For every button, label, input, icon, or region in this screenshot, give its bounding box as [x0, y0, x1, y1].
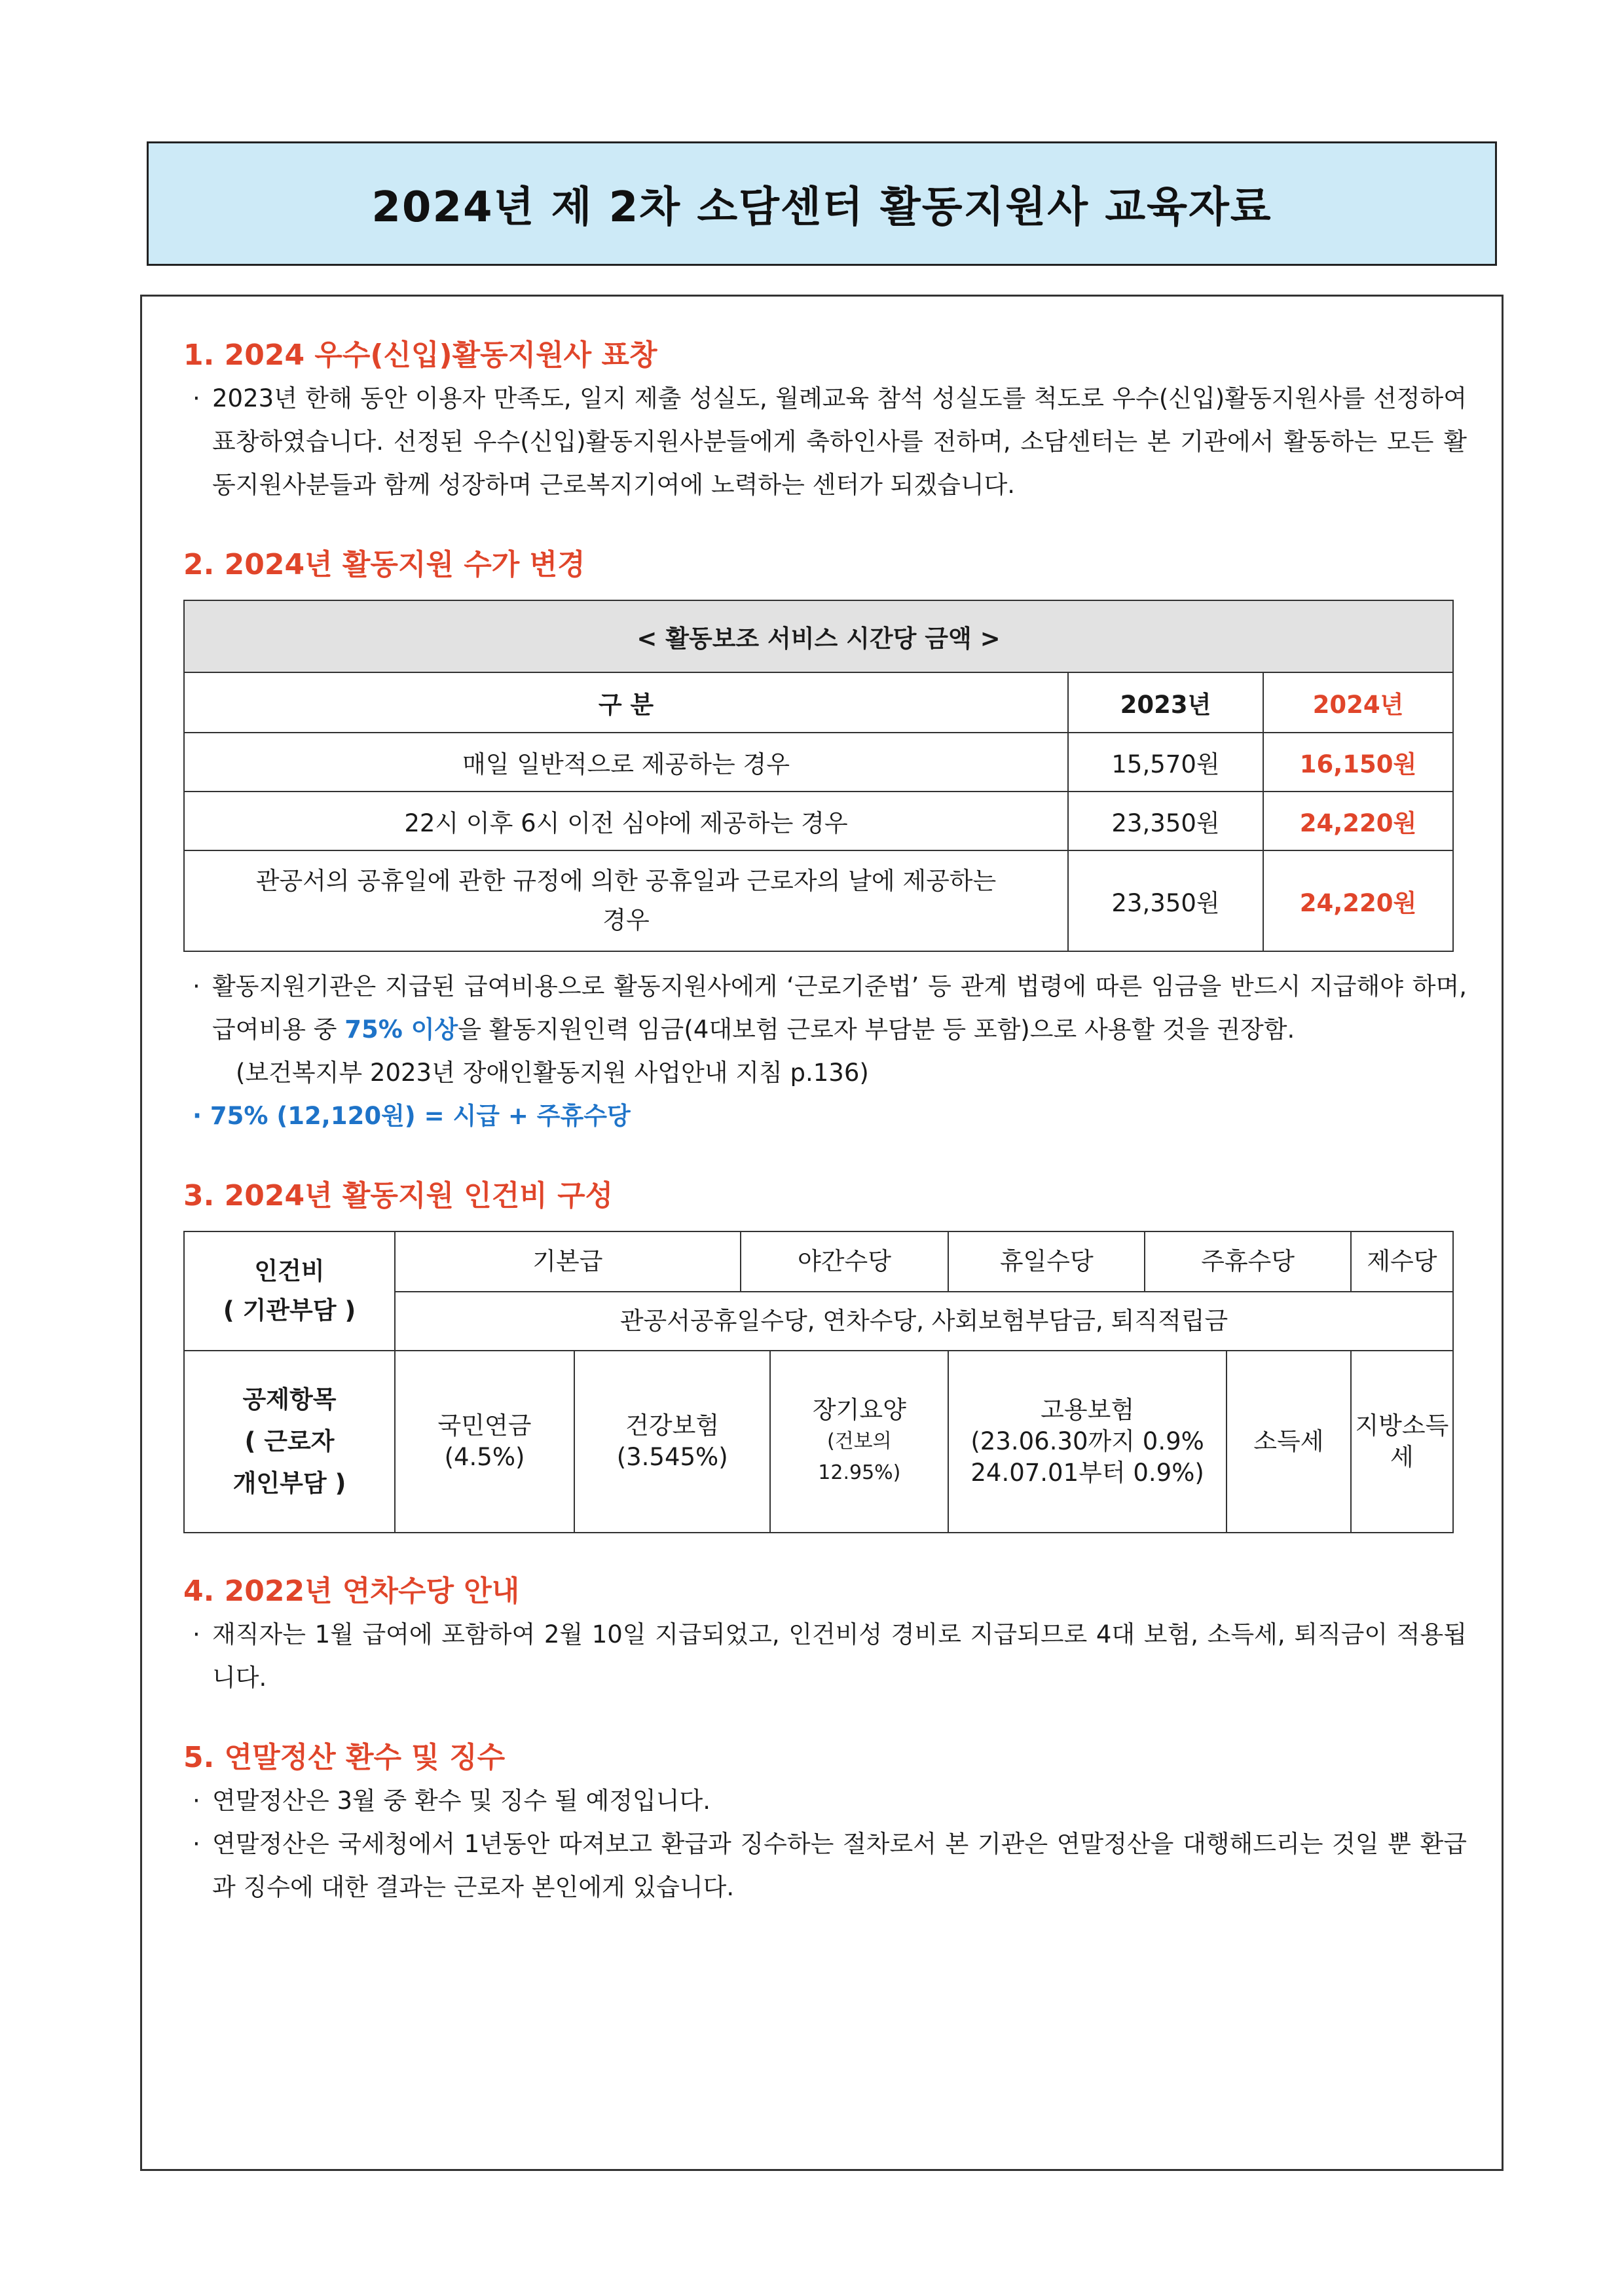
section-2-reference: (보건복지부 2023년 장애인활동지원 사업안내 지침 p.136): [236, 1059, 869, 1087]
section-5-bullet: · 연말정산은 3월 중 환수 및 징수 될 예정입니다.: [193, 1787, 710, 1815]
deduct-label: 개인부담 ): [232, 1469, 346, 1497]
labor-item: 휴일수당: [948, 1231, 1145, 1292]
labor-item: 제수당: [1351, 1231, 1453, 1292]
fee-row-2024: 16,150원: [1263, 733, 1453, 792]
deduct-item-name: 국민연금: [437, 1412, 532, 1440]
fee-row-label: 매일 일반적으로 제공하는 경우: [184, 733, 1068, 792]
highlight-75: 75% 이상: [344, 1015, 458, 1044]
table-row: [184, 850, 1453, 951]
fee-header-2023: 2023년: [1068, 672, 1263, 733]
labor-extra: 관공서공휴일수당, 연차수당, 사회보험부담금, 퇴직적립금: [395, 1292, 1453, 1351]
deduct-item: [395, 1351, 574, 1533]
table-row: [184, 792, 1453, 850]
deduct-item-note: (4.5%): [444, 1443, 525, 1471]
fee-row-label: 관공서의 공휴일에 관한 규정에 의한 공휴일과 근로자의 날에 제공하는 경우: [184, 850, 1068, 951]
fee-table-caption: < 활동보조 서비스 시간당 금액 >: [184, 600, 1453, 672]
deduct-item-name: 건강보험: [625, 1412, 720, 1440]
labor-cost-table: [183, 1231, 1454, 1533]
section-2-heading: 2. 2024년 활동지원 수가 변경: [183, 548, 585, 581]
section-4-heading: 4. 2022년 연차수당 안내: [183, 1575, 520, 1608]
fee-row-2023: 23,350원: [1068, 850, 1263, 951]
labor-item: 야간수당: [741, 1231, 949, 1292]
deduct-item-note: (23.06.30까지 0.9% 24.07.01부터 0.9%): [970, 1427, 1204, 1487]
section-1-bullet: · 2023년 한해 동안 이용자 만족도, 일지 제출 성실도, 월례교육 참석 성실도를 척도로 우수(신입)활동지원사를 선정하여 표창하였습니다. 선정된 우수(신입)활동지원사분들에게 축하인사를 전하며, 소담센터는 본 기관에서 활동하는 모든 활동지원사분들과 함께 성장하며 근로복지기여에 노력하는 센터가 되겠습니다.: [193, 384, 1467, 499]
fee-header-2024: 2024년: [1263, 672, 1453, 733]
labor-item: 주휴수당: [1145, 1231, 1351, 1292]
table-row: [184, 733, 1453, 792]
labor-sub-label: ( 기관부담 ): [223, 1296, 356, 1324]
section-2-bullet: · 활동지원기관은 지급된 급여비용으로 활동지원사에게 ‘근로기준법’ 등 관계 법령에 따른 임금을 반드시 지급해야 하며, 급여비용 중 75% 이상을 활동지원인력 임금(4대보험 근로자 부담분 등 포함)으로 사용할 것을 권장함.: [193, 972, 1467, 1044]
deduct-item-name: 장기요양: [812, 1396, 906, 1424]
deduct-item: 지방소득세: [1351, 1351, 1453, 1533]
labor-item: 기본급: [395, 1231, 741, 1292]
deduct-item-name: 고용보험: [1041, 1396, 1135, 1424]
fee-header-category: 구 분: [184, 672, 1068, 733]
section-1-heading: 1. 2024 우수(신입)활동지원사 표창: [183, 338, 657, 372]
deduct-item-note: (3.545%): [616, 1443, 728, 1471]
fee-row-2023: 23,350원: [1068, 792, 1263, 850]
fee-row-2024: 24,220원: [1263, 850, 1453, 951]
deduct-label-cell: [184, 1351, 395, 1533]
deduct-label: ( 근로자: [244, 1427, 335, 1455]
deduct-item: [770, 1351, 948, 1533]
deduct-item-note: (건보의 12.95%): [818, 1430, 901, 1484]
section-2-formula: · 75% (12,120원) = 시급 + 주휴수당: [193, 1102, 631, 1130]
labor-label-cell: [184, 1231, 395, 1351]
fee-row-2023: 15,570원: [1068, 733, 1263, 792]
fee-table: [183, 600, 1454, 952]
section-3-heading: 3. 2024년 활동지원 인건비 구성: [183, 1179, 614, 1212]
section-4-bullet: · 재직자는 1월 급여에 포함하여 2월 10일 지급되었고, 인건비성 경비로 지급되므로 4대 보험, 소득세, 퇴직금이 적용됩니다.: [193, 1620, 1467, 1692]
fee-row-label: 22시 이후 6시 이전 심야에 제공하는 경우: [184, 792, 1068, 850]
deduct-label: 공제항목: [242, 1385, 337, 1413]
title-box: [147, 141, 1497, 266]
deduct-item: [574, 1351, 770, 1533]
fee-row-2024: 24,220원: [1263, 792, 1453, 850]
deduct-item: 소득세: [1227, 1351, 1351, 1533]
section-5-bullet: · 연말정산은 국세청에서 1년동안 따져보고 환급과 징수하는 절차로서 본 기관은 연말정산을 대행해드리는 것일 뿐 환급과 징수에 대한 결과는 근로자 본인에게 있습니다.: [193, 1830, 1467, 1901]
page-title: 2024년 제 2차 소담센터 활동지원사 교육자료: [371, 183, 1272, 232]
content: [183, 334, 1467, 1909]
deduct-item: [948, 1351, 1227, 1533]
section-5-heading: 5. 연말정산 환수 및 징수: [183, 1741, 506, 1774]
labor-label: 인건비: [254, 1257, 325, 1285]
